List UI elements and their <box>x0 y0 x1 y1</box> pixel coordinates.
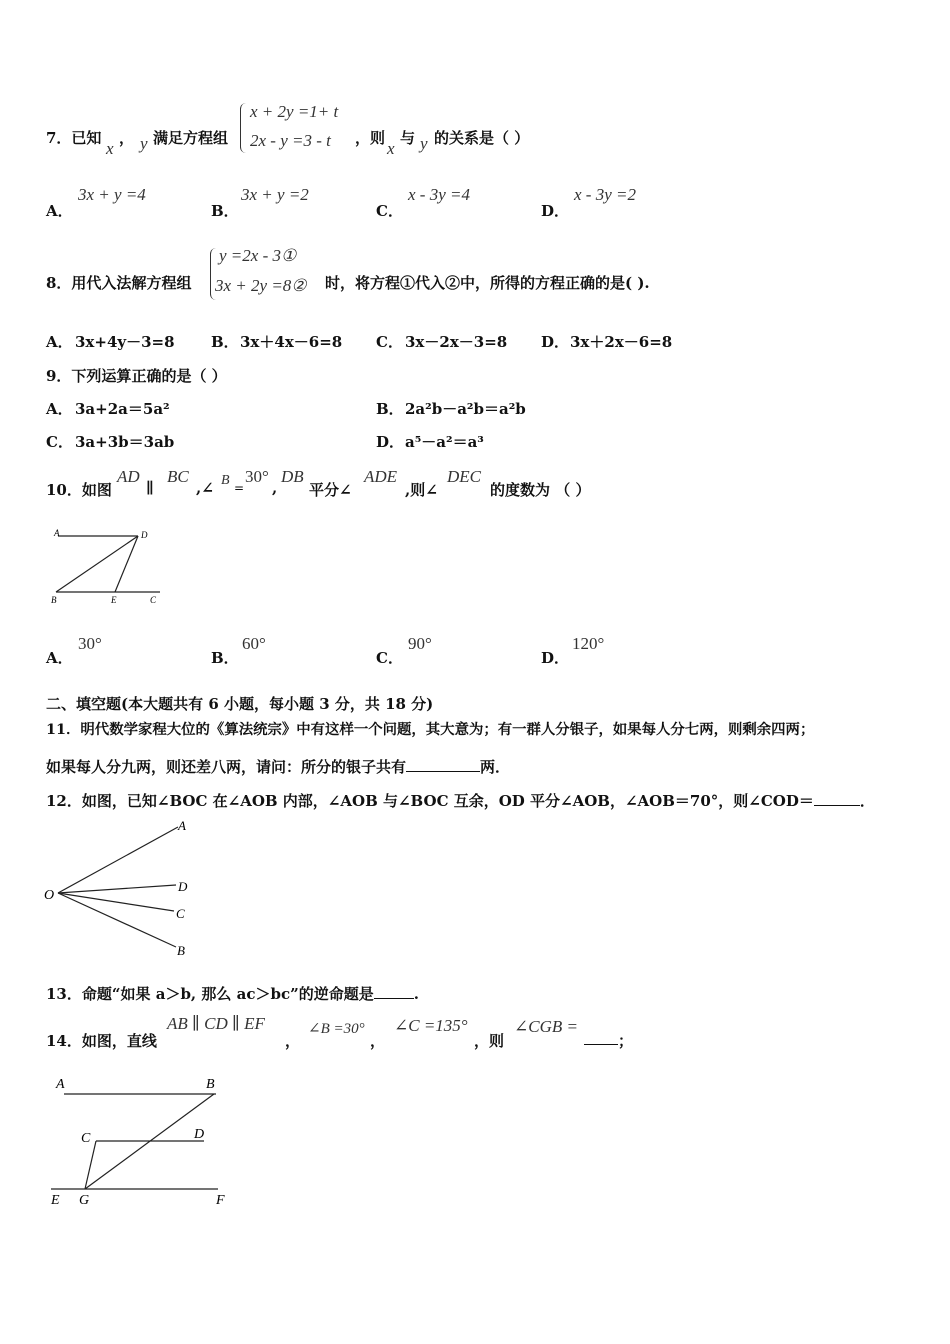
q8-option-a-label: A． <box>46 333 73 351</box>
q10-comma: , <box>272 479 278 497</box>
q8-option-a: 3x+4y－3=8 <box>75 333 175 351</box>
q7-option-d: x - 3y =2 <box>574 185 636 204</box>
q10-parallel: ∥ <box>146 479 154 497</box>
q14-answer-blank[interactable] <box>584 1030 618 1045</box>
q12-figure <box>40 815 200 960</box>
q7-text-then: ，则 <box>355 129 386 147</box>
q8-option-d: 3x＋2x－6=8 <box>570 333 673 351</box>
q8-option-b-label: B． <box>211 333 239 351</box>
q11-line2-end: 两． <box>480 758 511 776</box>
q14-label-d: D <box>194 1127 205 1142</box>
q7-option-d-label: D． <box>541 202 570 220</box>
q9-option-a-label: A． <box>46 400 73 418</box>
q12-text: 12．如图，已知∠BOC 在∠AOB 内部，∠AOB 与∠BOC 互余，OD 平分∠AOB，∠AOB＝70°，则∠COD＝ <box>46 792 814 810</box>
q12-label-d: D <box>178 879 188 894</box>
q9-option-b: 2a²b－a²b＝a²b <box>405 400 526 418</box>
q12-ray-od <box>58 885 176 893</box>
q10-option-a: 30° <box>78 634 102 653</box>
q14-label-g: G <box>79 1193 90 1208</box>
q13-line <box>46 983 419 1004</box>
q7-eq2: 2x - y =3 - t <box>250 131 331 150</box>
q14-parallel-lines: AB ∥ CD ∥ EF <box>167 1014 265 1033</box>
q10-figure <box>48 524 166 608</box>
q10-option-c-label: C． <box>376 649 403 667</box>
q8-eq2: 3x + 2y =8② <box>215 276 307 295</box>
q14-figure <box>46 1072 236 1212</box>
section-2-title: 二、填空题(本大题共有 6 小题，每小题 3 分，共 18 分) <box>46 695 434 713</box>
q10-ad: AD <box>117 467 140 486</box>
q10-then: ,则∠ <box>405 481 438 499</box>
q11-line2-text: 如果每人分九两，则还差八两，请问：所分的银子共有 <box>46 758 407 776</box>
q14-stem: 14．如图，直线 <box>46 1032 157 1050</box>
q7-var-x: x <box>106 139 114 158</box>
q10-option-d: 120° <box>572 634 605 653</box>
q12-label-o: O <box>44 888 55 903</box>
q7-text-and: 与 <box>400 129 416 147</box>
q14-label-a: A <box>56 1077 65 1092</box>
q9-option-d: a⁵－a²＝a³ <box>405 433 484 451</box>
q10-label-d: D <box>141 530 148 540</box>
q14-label-c: C <box>81 1131 91 1146</box>
q12-ray-oa <box>58 827 178 893</box>
q14-label-e: E <box>51 1193 60 1208</box>
q12-ray-ob <box>58 893 176 947</box>
q9-stem: 9．下列运算正确的是（ ） <box>46 367 227 385</box>
q8-option-c: 3x－2x－3=8 <box>405 333 508 351</box>
q7-option-a: 3x + y =4 <box>78 185 146 204</box>
q12-line <box>46 790 875 811</box>
q10-label-b: B <box>51 595 57 605</box>
q10-number: 10．如图 <box>46 481 112 499</box>
q12-label-a: A <box>178 818 186 833</box>
q14-label-f: F <box>216 1193 225 1208</box>
q10-option-b-label: B． <box>211 649 239 667</box>
q8-option-d-label: D． <box>541 333 570 351</box>
q14-comma-2: ， <box>370 1032 386 1050</box>
q10-bc: BC <box>167 467 189 486</box>
q8-option-b: 3x＋4x－6=8 <box>240 333 343 351</box>
q7-var-y2: y <box>420 134 428 153</box>
q12-end: ． <box>859 792 875 810</box>
q10-deg: 30° <box>245 467 269 486</box>
q7-option-c-label: C． <box>376 202 403 220</box>
q8-stem: 8．用代入法解方程组 <box>46 274 192 292</box>
q12-answer-blank[interactable] <box>814 791 860 806</box>
q10-option-a-label: A． <box>46 649 73 667</box>
q7-option-a-label: A． <box>46 202 73 220</box>
q11-answer-blank[interactable] <box>406 757 480 772</box>
q14-end: ； <box>618 1032 634 1050</box>
q7-var-x2: x <box>387 139 395 158</box>
q7-number: 7．已知 <box>46 129 102 147</box>
q8-eq1: y =2x - 3① <box>219 246 297 265</box>
q9-option-b-label: B． <box>376 400 404 418</box>
q10-question: 的度数为 （ ） <box>490 481 591 499</box>
q14-comma-1: ， <box>285 1032 301 1050</box>
q10-dec: DEC <box>447 467 481 486</box>
q7-text: 满足方程组 <box>153 129 229 147</box>
q7-var-y: y <box>140 134 148 153</box>
q13-end: . <box>413 985 419 1003</box>
q7-text-rel: 的关系是（ ） <box>434 129 530 147</box>
q13-answer-blank[interactable] <box>374 984 414 999</box>
q9-option-a: 3a+2a＝5a² <box>75 400 170 418</box>
q7-option-b: 3x + y =2 <box>241 185 309 204</box>
q10-option-c: 90° <box>408 634 432 653</box>
q10-ade: ADE <box>364 467 398 486</box>
q10-db: DB <box>281 467 304 486</box>
q10-comma-angle: ,∠ <box>196 479 214 497</box>
q14-label-b: B <box>206 1077 215 1092</box>
q14-angle-cgb: ∠CGB = <box>514 1017 578 1036</box>
q9-option-c-label: C． <box>46 433 73 451</box>
q12-label-b: B <box>177 943 185 958</box>
q10-label-e: E <box>111 595 117 605</box>
q14-angle-b: ∠B =30° <box>308 1021 365 1037</box>
q10-option-d-label: D． <box>541 649 570 667</box>
q9-option-c: 3a+3b＝3ab <box>75 433 175 451</box>
q10-eq: = <box>234 481 245 495</box>
q10-option-b: 60° <box>242 634 266 653</box>
q10-bisect: 平分∠ <box>309 481 352 499</box>
q7-comma: ， <box>119 129 135 147</box>
q10-label-c: C <box>150 595 157 605</box>
q14-comma-3: ，则 <box>474 1032 505 1050</box>
q8-text: 时，将方程①代入②中，所得的方程正确的是( ). <box>325 274 650 292</box>
q8-option-c-label: C． <box>376 333 403 351</box>
q7-system-brace <box>240 103 247 153</box>
q10-line-bd <box>56 536 138 592</box>
q7-option-c: x - 3y =4 <box>408 185 470 204</box>
q7-eq1: x + 2y =1+ t <box>250 102 339 121</box>
q14-angle-c: ∠C =135° <box>394 1016 468 1035</box>
q12-ray-oc <box>58 893 174 911</box>
q9-option-d-label: D． <box>376 433 405 451</box>
q11-line1: 11．明代数学家程大位的《算法统宗》中有这样一个问题，其大意为；有一群人分银子，如果每人分七两，则剩余四两； <box>46 721 815 738</box>
q11-line2 <box>46 756 510 777</box>
q12-label-c: C <box>176 906 185 921</box>
q10-label-a: A <box>54 528 60 538</box>
q7-option-b-label: B． <box>211 202 239 220</box>
q13-text: 13．命题“如果 a＞b, 那么 ac＞bc”的逆命题是 <box>46 985 374 1003</box>
q10-b: B <box>221 473 230 488</box>
